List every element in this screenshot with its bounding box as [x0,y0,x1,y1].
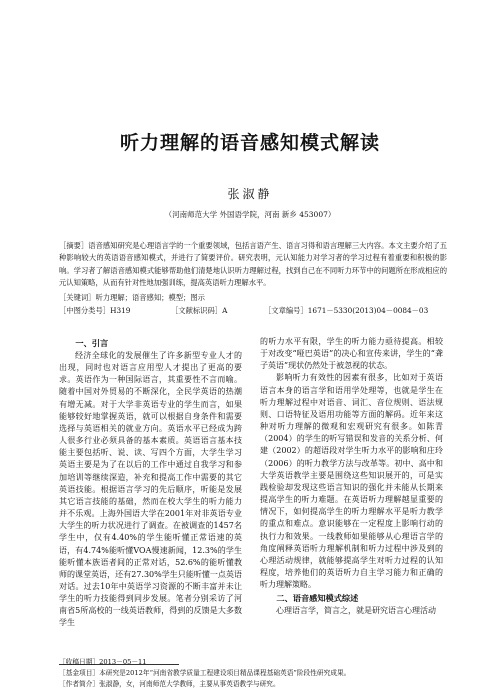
body-paragraph: 的听力水平有限，学生的听力能力亟待提高。相较于对改变“哑巴英语”的决心和宣传来讲，学生的“聋子英语”现状仍然处于被忽视的状态。 [260,337,443,371]
author-name: 张淑静 [227,187,273,201]
footnote-funding: ［基金项目］本研究是2012年“河南省教学质量工程建设项目精品课程基础英语”阶段性研究成果。 [59,669,351,677]
body-paragraph: 心理语言学，简言之，就是研究语言心理活动 [276,606,436,616]
author-affiliation: （河南师范大学 外国语学院，河南 新乡 453007） [164,210,336,219]
abstract: ［摘要］语音感知研究是心理语言学的一个重要领域，包括言语产生、语言习得和语言理解三大内容。本文主要介绍了五种影响较大的英语语音感知模式，并进行了简要评价。研究表明，元认知能力对学习者的学习过程有着重要和积极的影响。学习者了解语音感知模式能够帮助他们清楚地认识听力理解过程，找到自己在不同听力环节中的问题所在形成相应的元认知策略，从而有针对性地加强训练，提高英语听力理解水平。 [59,241,447,288]
section-heading: 二、语音感知模式综述 [276,593,359,604]
article-number: ［文章编号］1671－5330(2013)04－0084－03 [264,306,429,315]
clc-number: ［中图分类号］H319 [59,306,131,315]
footnote-author: ［作者简介］张淑静，女，河南师范大学教师，主要从事英语教学与研究。 [59,680,280,688]
keywords: ［关键词］听力理解；语音感知；模型；图示 [59,293,205,302]
body-paragraph: 影响听力有效性的因素有很多，比如对于英语语言本身的语言学和语用学处理等，也就是学生在听力理解过程中对语音、词汇、音位规则、语法规则、口语特征及语用功能等方面的解码。近年来这种对听力理解的微观和宏观研究有很多。如陈青（2004）的学生的听写错误和发音的关系分析、何建（2002）的超语段对学生听力水平的影响和庄玲（2006）的听力教学方法与改革等。初中、高中和大学英语教学主要是围绕这些知识展开的，可是实践检验却发现这些语言知识的强化并未能从长期来提高学生的听力难题。在英语听力理解越显重要的情况下，如何提高学生的听力理解水平是听力教学的重点和难点。意识能够在一定程度上影响行动的执行力和效果。一线教师如果能够从心理语言学的角度阐释英语听力理解机制和听力过程中涉及到的心理活动规律，就能够提高学生对听力过程的认知程度，培养他们的英语听力自主学习能力和正确的听力理解策略。 [260,373,443,590]
section-heading: 一、引言 [75,338,109,348]
body-column-left [59,336,242,630]
footnote-received: ［收稿日期］2013－05－11 [59,658,147,666]
body-paragraph: 经济全球化的发展催生了许多新型专业人才的出现，同时也对语言应用型人才提出了更高的要求。英语作为一种国际语言，其重要性不言而喻。随着中国对外贸易的不断深化，全民学英语的热潮有增无减。对于大学非英语专业的学生而言，如果能够较好地掌握英语，就可以根据自身条件和需要选择与英语相关的就业方向。英语水平已经成为跨人很多行业必须具备的基本素质。英语语言基本技能主要包括听、说、读、写四个方面，大学生学习英语主要是为了在以后的工作中通过自我学习和参加培训等继续深造，补充和提高工作中需要的其它英语技能。根据语言学习的先后顺序，听能是发展其它语言技能的基础，然而在校大学生的听力能力并不乐观。上海外国语大学在2001年对非英语专业大学生的听力状况进行了调查。在被调查的1457名学生中，仅有4.40%的学生能听懂正常语速的英语，有4.74%能听懂VOA慢速新闻，12.3%的学生能听懂本族语者间的正常对话，52.6%的能听懂教师的课堂英语，还有27.30%学生只能听懂一点英语对话。过去10年中英语学习资源的不断丰富并未让学生的听力技能得到同步发展。笔者分别采访了河南省5所高校的一线英语教师，得到的反馈是大多数学生 [59,351,242,628]
paper-title: 听力理解的语音感知模式解读 [119,132,380,154]
body-column-right [260,336,443,617]
document-code: ［文献标识码］A [171,306,228,315]
